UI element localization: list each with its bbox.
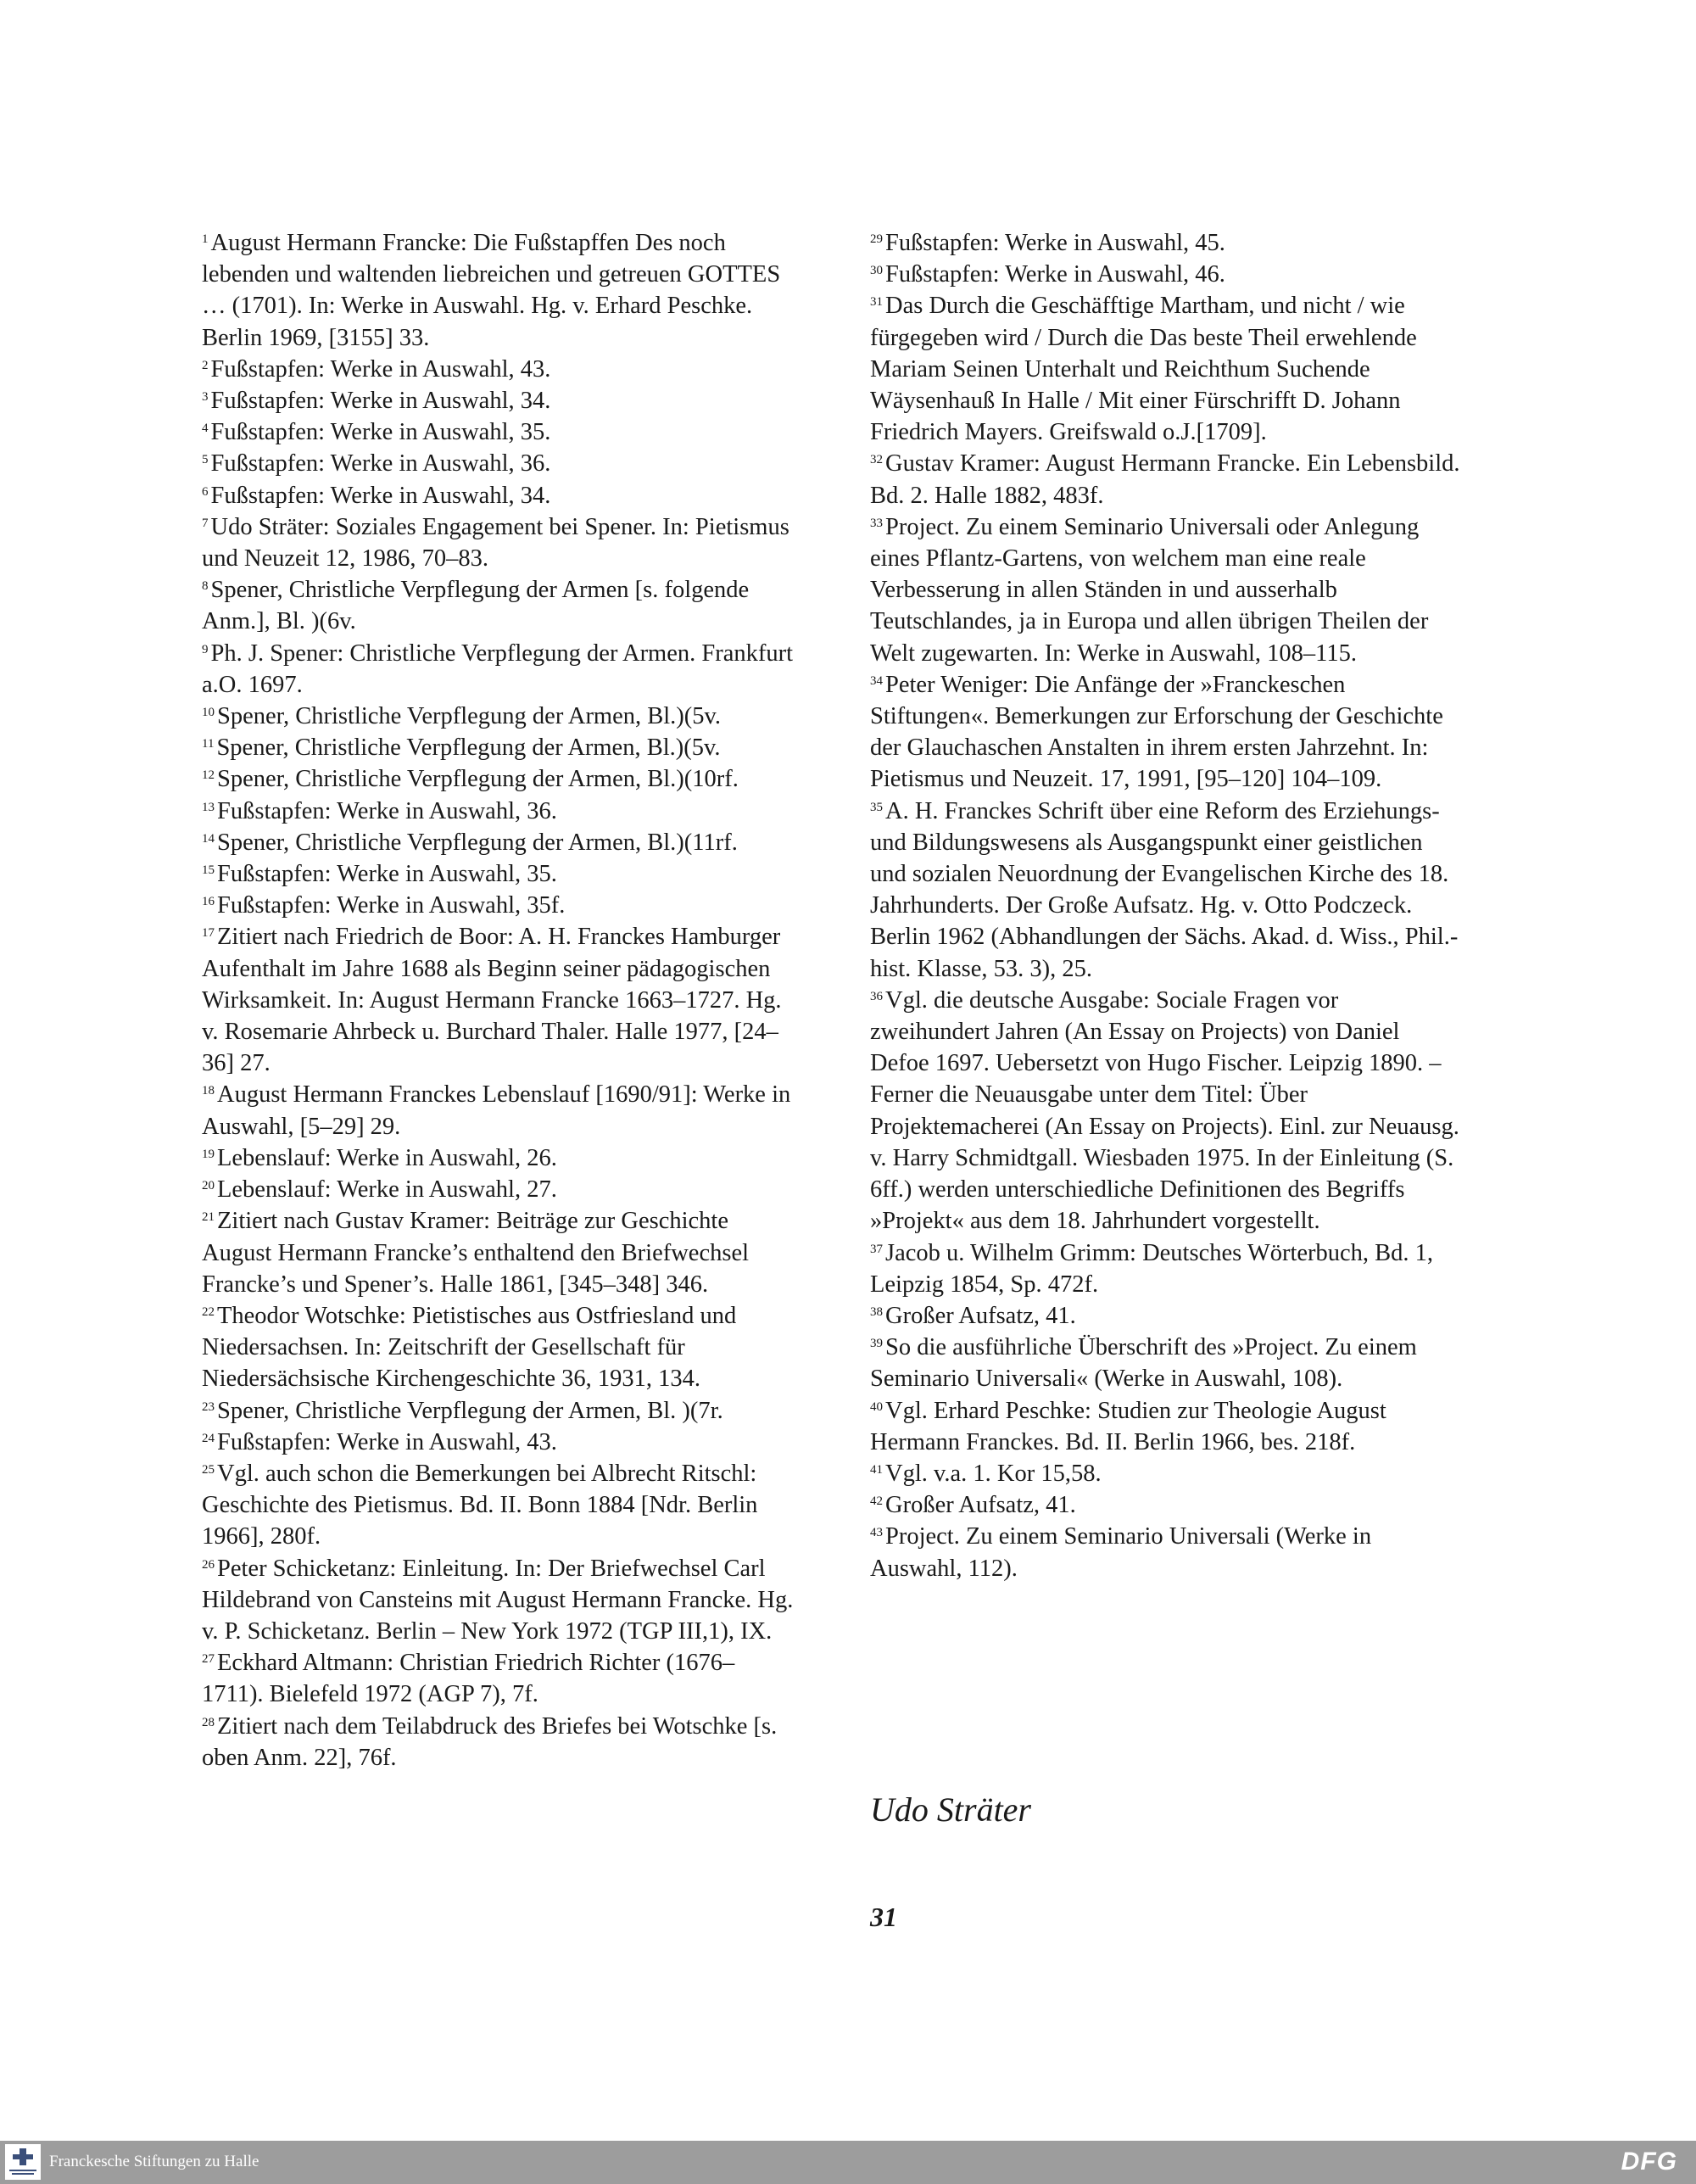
footnote-number: 17 (202, 926, 215, 941)
footnote-number: 29 (870, 232, 883, 246)
footnote (202, 1427, 795, 1458)
footnote-number: 25 (202, 1462, 215, 1477)
footnote-number: 7 (202, 516, 209, 530)
footnote (870, 1521, 1464, 1584)
footnote-text: Jacob u. Wilhelm Grimm: Deutsches Wörterbuch, Bd. 1, Leipzig 1854, Sp. 472f. (870, 1239, 1434, 1298)
footnote-text: Fußstapfen: Werke in Auswahl, 35f. (217, 892, 566, 919)
footnote (202, 890, 795, 921)
footnote (202, 1205, 795, 1300)
footnote-number: 9 (202, 642, 209, 656)
footnote-text: Vgl. auch schon die Bemerkungen bei Albrecht Ritschl: Geschichte des Pietismus. Bd. II. Bonn 1884 [Ndr. Berlin 1966], 280f. (202, 1460, 758, 1550)
footnote-number: 27 (202, 1652, 215, 1667)
footnote-text: A. H. Franckes Schrift über eine Reform des Erziehungs- und Bildungswesens als Ausgangspunkt einer geistlichen und sozialen Neuordnung der Evangelischen Kirche des 18. Jahrhunderts. Der Große Aufsatz. Hg. v. Otto Podczeck. Berlin 1962 (Abhandlungen der Sächs. Akad. d. Wiss., Phil.-hist. Klasse, 53. 3), 25. (870, 797, 1459, 982)
footnote (202, 416, 795, 448)
footnote-text: Das Durch die Geschäfftige Martham, und nicht / wie fürgegeben wird / Durch die Das beste Theil erwehlende Mariam Seinen Unterhalt und Reichthum Suchende Wäysenhauß In Halle / Mit einer Fürschrifft D. Johann Friedrich Mayers. Greifswald o.J.[1709]. (870, 293, 1417, 446)
footnote (870, 1300, 1464, 1332)
footnote-text: Spener, Christliche Verpflegung der Armen, Bl.)(11rf. (217, 829, 738, 856)
footnote-number: 16 (202, 895, 215, 909)
footnote-text: Spener, Christliche Verpflegung der Armen, Bl.)(5v. (217, 703, 722, 730)
footnote-number: 32 (870, 453, 883, 467)
footnote (202, 827, 795, 858)
footnote (202, 1553, 795, 1648)
footnote-text: Fußstapfen: Werke in Auswahl, 34. (210, 388, 551, 415)
footnote-text: Udo Sträter: Soziales Engagement bei Spener. In: Pietismus und Neuzeit 12, 1986, 70–83. (202, 513, 789, 573)
viewer-footer-bar (0, 2141, 1696, 2184)
footnote-text: Spener, Christliche Verpflegung der Armen, Bl.)(10rf. (217, 766, 739, 793)
footnote (202, 1711, 795, 1773)
footnote (202, 354, 795, 385)
footnote-number: 5 (202, 453, 209, 467)
footnote-number: 34 (870, 673, 883, 688)
footnotes-left-column (202, 227, 795, 1773)
footnote-text: Gustav Kramer: August Hermann Francke. Ein Lebensbild. Bd. 2. Halle 1882, 483f. (870, 450, 1460, 509)
footnote-text: Fußstapfen: Werke in Auswahl, 35. (217, 861, 557, 888)
footnote-number: 15 (202, 863, 215, 878)
footnote (870, 511, 1464, 669)
footnote (202, 574, 795, 637)
footnote-number: 14 (202, 831, 215, 846)
footnote-text: Fußstapfen: Werke in Auswahl, 45. (885, 230, 1225, 256)
footnote-number: 40 (870, 1399, 883, 1414)
footnote (870, 1489, 1464, 1521)
dfg-logo[interactable]: DFG (1621, 2148, 1677, 2176)
footnote-text: Fußstapfen: Werke in Auswahl, 36. (217, 797, 557, 824)
franckesche-stiftungen-logo-icon[interactable] (5, 2144, 41, 2180)
footnote-text: Vgl. die deutsche Ausgabe: Sociale Fragen vor zweihundert Jahren (An Essay on Projects) von Daniel Defoe 1697. Uebersetzt von Hugo Fischer. Leipzig 1890. – Ferner die Neuausgabe unter dem Titel: Über Projektemacherei (An Essay on Projects). Einl. zur Neuausg. v. Harry Schmidtgall. Wiesbaden 1975. In der Einleitung (S. 6ff.) werden unterschiedliche Definitionen des Begriffs »Projekt« aus dem 18. Jahrhundert vorgestellt. (870, 986, 1459, 1235)
footnote-text: August Hermann Francke: Die Fußstapffen Des noch lebenden und waltenden liebreichen und getreuen GOTTES … (1701). In: Werke in Auswahl. Hg. v. Erhard Peschke. Berlin 1969, [3155] 33. (202, 230, 781, 351)
footnote-number: 22 (202, 1304, 215, 1319)
footnote (202, 1647, 795, 1710)
footnote (870, 290, 1464, 448)
footnote-number: 41 (870, 1462, 883, 1477)
footnote-number: 37 (870, 1242, 883, 1256)
footnote (202, 858, 795, 890)
footnote-number: 11 (202, 737, 215, 751)
footnote-number: 42 (870, 1494, 883, 1509)
footnote (202, 1395, 795, 1427)
footnote-number: 4 (202, 422, 209, 436)
footnote-number: 24 (202, 1431, 215, 1445)
footnote (870, 1458, 1464, 1489)
footnote (870, 1395, 1464, 1458)
footnote (870, 448, 1464, 511)
footnote-number: 20 (202, 1179, 215, 1193)
footnote-text: Spener, Christliche Verpflegung der Armen, Bl. )(7r. (217, 1397, 723, 1424)
footnote (202, 732, 795, 763)
footnote-number: 31 (870, 295, 883, 310)
footnote-number: 30 (870, 264, 883, 278)
footnote-number: 35 (870, 800, 883, 814)
footnote-number: 23 (202, 1399, 215, 1414)
footnote-number: 2 (202, 358, 209, 372)
footnote-text: Lebenslauf: Werke in Auswahl, 27. (217, 1176, 557, 1204)
footnote-text: Fußstapfen: Werke in Auswahl, 35. (210, 419, 551, 446)
footnote (202, 638, 795, 701)
footnote-text: Eckhard Altmann: Christian Friedrich Richter (1676–1711). Bielefeld 1972 (AGP 7), 7f. (202, 1650, 735, 1708)
footnote-number: 13 (202, 800, 215, 814)
footnote (870, 1332, 1464, 1394)
footnote-text: Vgl. v.a. 1. Kor 15,58. (885, 1460, 1102, 1487)
author-signature: Udo Sträter (870, 1790, 1031, 1829)
footnote-text: Vgl. Erhard Peschke: Studien zur Theologie August Hermann Franckes. Bd. II. Berlin 1966, bes. 218f. (870, 1397, 1386, 1455)
footnote-number: 12 (202, 768, 215, 783)
footnote (202, 227, 795, 354)
footnote-number: 1 (202, 232, 209, 246)
footnote-number: 21 (202, 1210, 215, 1225)
footnote-number: 26 (202, 1557, 215, 1572)
footnote-text: Project. Zu einem Seminario Universali oder Anlegung eines Pflantz-Gartens, von welchem man eine reale Verbesserung in allen Ständen in und ausserhalb Teutschlandes, ja in Europa und allen übrigen Theilen der Welt zugewarten. In: Werke in Auswahl, 108–115. (870, 513, 1429, 667)
footnote (202, 1174, 795, 1205)
footnote-text: Großer Aufsatz, 41. (885, 1302, 1076, 1329)
footnote-text: Peter Weniger: Die Anfänge der »Franckeschen Stiftungen«. Bemerkungen zur Erforschung der Geschichte der Glauchaschen Anstalten in ihrem ersten Jahrzehnt. In: Pietismus und Neuzeit. 17, 1991, [95–120] 104–109. (870, 671, 1443, 793)
footnote-text: Zitiert nach dem Teilabdruck des Briefes bei Wotschke [s. oben Anm. 22], 76f. (202, 1712, 778, 1771)
footnote (202, 385, 795, 416)
footnote (202, 701, 795, 732)
footnote-text: Peter Schicketanz: Einleitung. In: Der Briefwechsel Carl Hildebrand von Cansteins mit August Hermann Francke. Hg. v. P. Schicketanz. Berlin – New York 1972 (TGP III,1), IX. (202, 1555, 794, 1645)
footnote-text: Fußstapfen: Werke in Auswahl, 36. (210, 450, 551, 478)
footnote-text: Fußstapfen: Werke in Auswahl, 43. (210, 355, 551, 383)
footnote-number: 28 (202, 1715, 215, 1729)
footnote-text: Großer Aufsatz, 41. (885, 1492, 1076, 1519)
footnote-text: Fußstapfen: Werke in Auswahl, 34. (210, 482, 551, 509)
footnote (202, 763, 795, 795)
footnote (870, 259, 1464, 290)
footnote-number: 3 (202, 390, 209, 405)
footnote-text: August Hermann Franckes Lebenslauf [1690/91]: Werke in Auswahl, [5–29] 29. (202, 1081, 791, 1140)
footnote (870, 227, 1464, 259)
footnote (202, 1300, 795, 1395)
footnote (202, 448, 795, 479)
footnote (870, 985, 1464, 1237)
footnote (870, 1237, 1464, 1300)
footnote-text: Ph. J. Spener: Christliche Verpflegung der Armen. Frankfurt a.O. 1697. (202, 640, 794, 698)
footnote (870, 796, 1464, 985)
footnote-number: 8 (202, 579, 209, 594)
footnote-number: 36 (870, 989, 883, 1003)
footnote-number: 10 (202, 706, 215, 720)
footnote (202, 511, 795, 574)
page-number: 31 (870, 1902, 897, 1932)
footnotes-right-column (870, 227, 1464, 1584)
footnote-number: 18 (202, 1084, 215, 1098)
footnote-number: 39 (870, 1337, 883, 1351)
footnote (202, 1079, 795, 1142)
footnote-text: Lebenslauf: Werke in Auswahl, 26. (217, 1144, 557, 1171)
footnote-number: 6 (202, 484, 209, 499)
footnote (870, 669, 1464, 796)
footnote (202, 1142, 795, 1174)
footnote-text: Fußstapfen: Werke in Auswahl, 43. (217, 1428, 557, 1455)
footnote-text: Theodor Wotschke: Pietistisches aus Ostfriesland und Niedersachsen. In: Zeitschrift der Gesellschaft für Niedersächsische Kirchengeschichte 36, 1931, 134. (202, 1302, 737, 1393)
footnote-text: Project. Zu einem Seminario Universali (Werke in Auswahl, 112). (870, 1523, 1372, 1582)
footnote-number: 19 (202, 1147, 215, 1161)
footnote (202, 480, 795, 511)
footnote-text: So die ausführliche Überschrift des »Project. Zu einem Seminario Universali« (Werke in Auswahl, 108). (870, 1334, 1417, 1393)
footnote-text: Zitiert nach Gustav Kramer: Beiträge zur Geschichte August Hermann Francke’s enthaltend den Briefwechsel Francke’s und Spener’s. Halle 1861, [345–348] 346. (202, 1208, 750, 1298)
footnote (202, 921, 795, 1079)
footnote-number: 43 (870, 1526, 883, 1540)
institution-name: Franckesche Stiftungen zu Halle (49, 2153, 259, 2170)
footnote-number: 38 (870, 1304, 883, 1319)
footnote (202, 796, 795, 827)
footnote-number: 33 (870, 516, 883, 530)
footnote-text: Spener, Christliche Verpflegung der Armen [s. folgende Anm.], Bl. )(6v. (202, 577, 750, 635)
footnote (202, 1458, 795, 1553)
footnote-text: Fußstapfen: Werke in Auswahl, 46. (885, 261, 1225, 288)
footnote-text: Spener, Christliche Verpflegung der Armen, Bl.)(5v. (216, 735, 721, 762)
footnote-text: Zitiert nach Friedrich de Boor: A. H. Franckes Hamburger Aufenthalt im Jahre 1688 als Beginn seiner pädagogischen Wirksamkeit. In: August Hermann Francke 1663–1727. Hg. v. Rosemarie Ahrbeck u. Burchard Thaler. Halle 1977, [24–36] 27. (202, 924, 782, 1077)
